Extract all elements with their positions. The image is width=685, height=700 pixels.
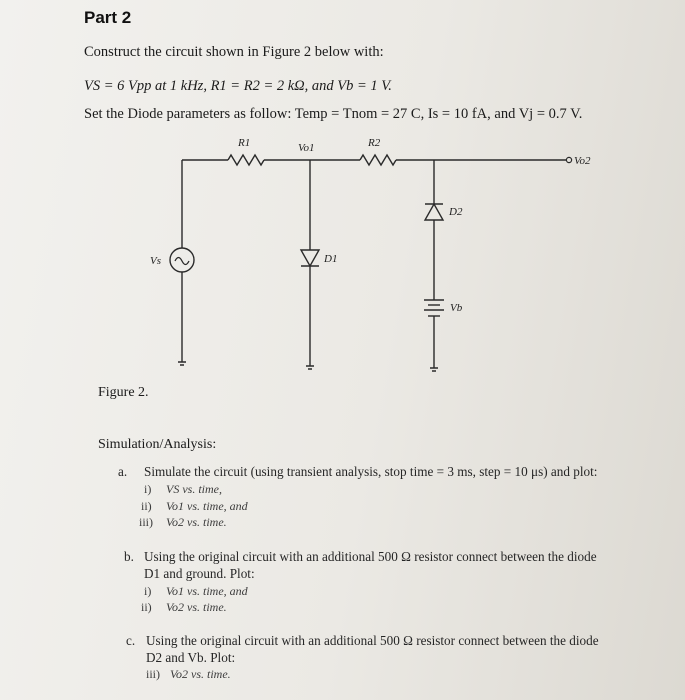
item-b-sub-1-text: Vo1 vs. time, and	[166, 584, 248, 598]
figure-caption: Figure 2.	[98, 385, 149, 400]
label-vo2: Vo2	[574, 155, 591, 167]
item-a-sub-3-text: Vo2 vs. time.	[166, 515, 227, 529]
simulation-heading: Simulation/Analysis:	[98, 437, 217, 452]
item-b-marker: b.	[124, 549, 134, 564]
resistor-r1-symbol	[228, 155, 264, 165]
item-c-line-2: D2 and Vb. Plot:	[146, 650, 236, 665]
item-a-marker: a.	[118, 464, 128, 479]
item-c-sub-1-marker: iii)	[146, 667, 160, 681]
item-a-sub-1-marker: i)	[144, 482, 152, 496]
label-r1: R1	[238, 137, 251, 149]
diode-d2-symbol	[425, 204, 443, 220]
label-d2: D2	[449, 206, 463, 218]
output-terminal-icon	[566, 157, 571, 162]
item-b-sub-1-marker: i)	[144, 584, 152, 598]
item-a-sub-2-text: Vo1 vs. time, and	[166, 499, 248, 513]
label-r2: R2	[368, 137, 381, 149]
label-vo1: Vo1	[298, 142, 315, 154]
label-vs: Vs	[150, 255, 161, 267]
label-vb: Vb	[450, 302, 463, 314]
item-a-text: Simulate the circuit (using transient analysis, stop time = 3 ms, step = 10 μs) and plot:	[144, 464, 598, 479]
label-d1: D1	[324, 253, 338, 265]
item-a-sub-2-marker: ii)	[141, 499, 152, 513]
item-b-line-1: Using the original circuit with an additional 500 Ω resistor connect between the diode	[144, 549, 597, 564]
intro-line-2: VS = 6 Vpp at 1 kHz, R1 = R2 = 2 kΩ, and Vb = 1 V.	[84, 78, 392, 94]
battery-vb-symbol	[424, 300, 444, 316]
item-a-sub-3-marker: iii)	[139, 515, 153, 529]
item-c-sub-1-text: Vo2 vs. time.	[170, 667, 231, 681]
part-heading: Part 2	[84, 8, 132, 27]
item-b-sub-2-text: Vo2 vs. time.	[166, 600, 227, 614]
item-b-sub-2-marker: ii)	[141, 600, 152, 614]
resistor-r2-symbol	[360, 155, 396, 165]
item-c-marker: c.	[126, 633, 136, 648]
item-b-line-2: D1 and ground. Plot:	[144, 566, 255, 581]
diode-d1-symbol	[301, 250, 319, 266]
item-a-sub-1-text: VS vs. time,	[166, 482, 222, 496]
intro-line-3: Set the Diode parameters as follow: Temp = Tnom = 27 C, Is = 10 fA, and Vj = 0.7 V.	[84, 106, 583, 122]
item-c-line-1: Using the original circuit with an additional 500 Ω resistor connect between the diode	[146, 633, 599, 648]
voltage-source-symbol	[170, 248, 194, 272]
intro-line-1: Construct the circuit shown in Figure 2 below with:	[84, 44, 384, 60]
